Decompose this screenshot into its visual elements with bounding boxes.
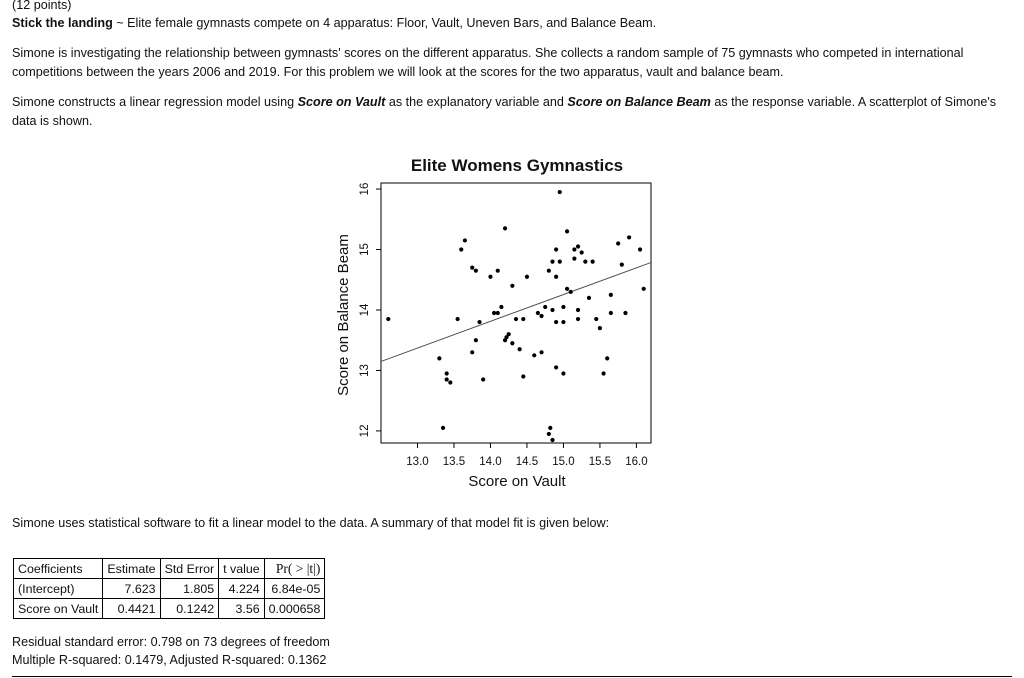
model-desc-text-3: as the response variable. A scatterplot of Simone's data is shown. <box>12 95 997 128</box>
data-point <box>561 305 565 309</box>
header-t-value: t value <box>219 559 265 579</box>
x-tick-label: 15.5 <box>588 456 612 468</box>
data-point <box>445 377 449 381</box>
problem-subtitle: ~ Elite female gymnasts compete on 4 apparatus: Floor, Vault, Uneven Bars, and Balance Beam. <box>112 16 657 30</box>
vault-t-value: 3.56 <box>219 599 265 619</box>
header-p-value: Pr( > |t|) <box>264 559 325 579</box>
data-point <box>605 356 609 360</box>
data-point <box>496 269 500 273</box>
data-point <box>386 317 390 321</box>
data-point <box>477 320 481 324</box>
data-point <box>601 371 605 375</box>
data-point <box>510 284 514 288</box>
data-point <box>576 308 580 312</box>
header-std-error: Std Error <box>160 559 219 579</box>
model-desc-text-1: Simone constructs a linear regression model using <box>12 95 298 109</box>
x-axis <box>406 443 647 468</box>
intro-paragraph: Simone is investigating the relationship between gymnasts' scores on the different apparatus. She collects a random sample of 75 gymnasts who competed in international competitions between the years 2006 and 2019. For this problem we will look at the scores for the two apparatus, vault and balance beam. <box>12 46 964 79</box>
data-point <box>620 263 624 267</box>
data-point <box>627 235 631 239</box>
table-header-row <box>14 559 325 579</box>
residual-error-text: Residual standard error: 0.798 on 73 degrees of freedom <box>12 635 330 649</box>
data-point <box>547 269 551 273</box>
data-point <box>488 275 492 279</box>
data-point <box>558 260 562 264</box>
data-point <box>474 269 478 273</box>
intercept-p-value: 6.84e-05 <box>264 579 325 599</box>
data-point <box>554 320 558 324</box>
data-point <box>638 247 642 251</box>
header-estimate: Estimate <box>103 559 160 579</box>
data-point <box>550 308 554 312</box>
data-point <box>561 320 565 324</box>
x-tick-label: 14.5 <box>515 456 539 468</box>
data-point <box>507 332 511 336</box>
data-point <box>565 229 569 233</box>
chart-title: Elite Womens Gymnastics <box>410 156 624 175</box>
data-point <box>554 365 558 369</box>
data-point <box>550 260 554 264</box>
data-points <box>386 190 646 442</box>
x-axis-label: Score on Vault <box>468 473 566 490</box>
data-point <box>576 244 580 248</box>
data-point <box>521 317 525 321</box>
data-point <box>503 226 507 230</box>
data-point <box>474 338 478 342</box>
data-point <box>456 317 460 321</box>
data-point <box>569 290 573 294</box>
intercept-estimate: 7.623 <box>103 579 160 599</box>
data-point <box>510 341 514 345</box>
problem-title: Stick the landing <box>12 16 113 30</box>
data-point <box>591 260 595 264</box>
data-point <box>543 305 547 309</box>
x-tick-label: 13.0 <box>406 456 429 468</box>
data-point <box>525 275 529 279</box>
data-point <box>463 238 467 242</box>
data-point <box>609 293 613 297</box>
r-squared-text: Multiple R-squared: 0.1479, Adjusted R-squared: 0.1362 <box>12 653 327 667</box>
row-intercept-label: (Intercept) <box>14 579 103 599</box>
vault-p-value: 0.000658 <box>264 599 325 619</box>
software-text: Simone uses statistical software to fit a linear model to the data. A summary of that model fit is given below: <box>12 516 610 530</box>
data-point <box>470 266 474 270</box>
data-point <box>536 311 540 315</box>
data-point <box>521 374 525 378</box>
data-point <box>572 256 576 260</box>
data-point <box>448 380 452 384</box>
x-tick-label: 14.0 <box>479 456 502 468</box>
data-point <box>554 247 558 251</box>
explanatory-variable: Score on Vault <box>297 95 386 109</box>
data-point <box>609 311 613 315</box>
data-point <box>459 247 463 251</box>
y-axis-label: Score on Balance Beam <box>335 234 352 396</box>
data-point <box>539 314 543 318</box>
points-label: (12 points) <box>12 0 72 12</box>
data-point <box>572 247 576 251</box>
data-point <box>583 260 587 264</box>
data-point <box>548 426 552 430</box>
data-point <box>470 350 474 354</box>
y-axis <box>359 183 381 438</box>
data-point <box>492 311 496 315</box>
header-coefficients: Coefficients <box>14 559 103 579</box>
data-point <box>532 353 536 357</box>
y-tick-label: 16 <box>359 182 371 196</box>
y-tick-label: 13 <box>359 364 371 377</box>
vault-std-error: 0.1242 <box>160 599 219 619</box>
x-tick-label: 13.5 <box>442 456 466 468</box>
model-desc-text-2: as the explanatory variable and <box>385 95 568 109</box>
vault-estimate: 0.4421 <box>103 599 160 619</box>
data-point <box>554 275 558 279</box>
data-point <box>499 305 503 309</box>
data-point <box>547 432 551 436</box>
data-point <box>445 371 449 375</box>
data-point <box>437 356 441 360</box>
data-point <box>642 287 646 291</box>
data-point <box>623 311 627 315</box>
y-tick-label: 14 <box>359 303 371 317</box>
table-row <box>14 579 325 599</box>
table-row <box>14 599 325 619</box>
data-point <box>594 317 598 321</box>
x-tick-label: 16.0 <box>625 456 648 468</box>
data-point <box>518 347 522 351</box>
intercept-std-error: 1.805 <box>160 579 219 599</box>
data-point <box>539 350 543 354</box>
data-point <box>616 241 620 245</box>
data-point <box>441 426 445 430</box>
row-vault-label: Score on Vault <box>14 599 103 619</box>
intercept-t-value: 4.224 <box>219 579 265 599</box>
bottom-divider <box>12 676 1012 677</box>
data-point <box>496 311 500 315</box>
y-tick-label: 15 <box>359 243 371 256</box>
coefficient-table <box>13 558 325 619</box>
data-point <box>580 250 584 254</box>
data-point <box>550 438 554 442</box>
data-point <box>565 287 569 291</box>
data-point <box>481 377 485 381</box>
data-point <box>558 190 562 194</box>
response-variable: Score on Balance Beam <box>567 95 711 109</box>
data-point <box>598 326 602 330</box>
data-point <box>587 296 591 300</box>
data-point <box>514 317 518 321</box>
data-point <box>576 317 580 321</box>
x-tick-label: 15.0 <box>552 456 575 468</box>
data-point <box>561 371 565 375</box>
y-tick-label: 12 <box>359 424 371 438</box>
